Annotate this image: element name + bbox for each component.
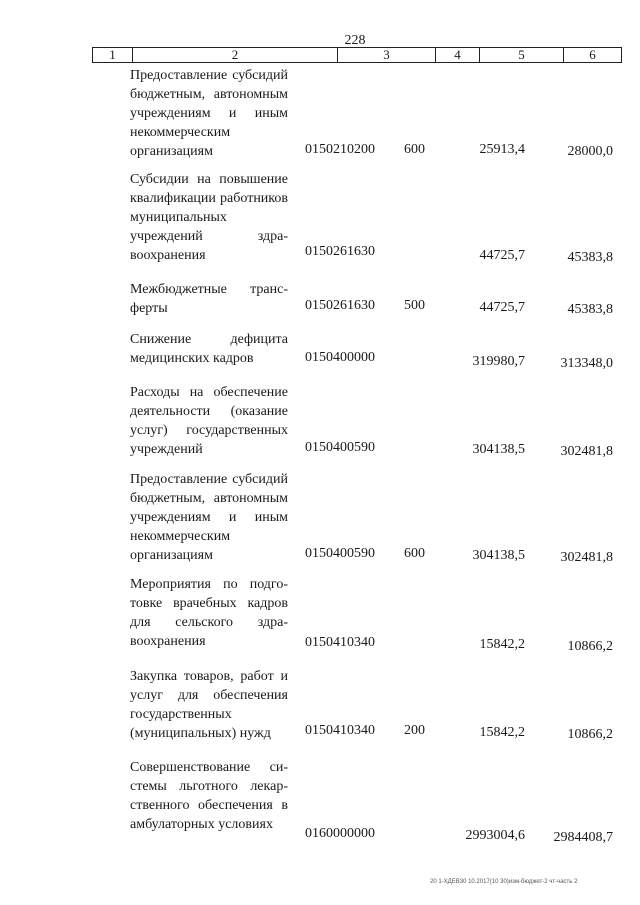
row-type: 600 <box>404 142 425 157</box>
column-header: 6 <box>589 47 596 62</box>
row-value-5: 44725,7 <box>479 248 525 263</box>
row-value-6: 28000,0 <box>567 144 613 159</box>
row-code: 0150261630 <box>305 298 375 313</box>
row-value-6: 2984408,7 <box>553 830 613 845</box>
column-header: 5 <box>480 48 564 62</box>
row-description: Совершенствование системы льготного лекарственного обеспечения в амбулаторных условиях <box>130 760 288 832</box>
column-header: 4 <box>436 48 480 62</box>
row-code: 0150261630 <box>305 244 375 259</box>
row-value-6: 45383,8 <box>567 302 613 317</box>
row-code: 0150410340 <box>305 723 375 738</box>
row-type: 500 <box>404 298 425 313</box>
row-type: 600 <box>404 546 425 561</box>
row-code: 0150210200 <box>305 142 375 157</box>
row-value-5: 15842,2 <box>479 725 525 740</box>
row-value-5: 304138,5 <box>472 442 525 457</box>
row-code: 0150400000 <box>305 350 375 365</box>
row-code: 0160000000 <box>305 826 375 841</box>
row-value-5: 44725,7 <box>479 300 525 315</box>
row-description: Закупка товаров, работ и услуг для обеспечения государственных (муниципальных) нужд <box>130 669 288 741</box>
row-value-6: 45383,8 <box>567 250 613 265</box>
row-value-6: 313348,0 <box>560 356 613 371</box>
row-code: 0150410340 <box>305 635 375 650</box>
row-value-6: 302481,8 <box>560 550 613 565</box>
row-code: 0150400590 <box>305 546 375 561</box>
row-value-5: 319980,7 <box>472 354 525 369</box>
column-header: 2 <box>133 48 338 62</box>
row-description: Субсидии на повышение квалификации работников муниципальных учреждений здравоохранения <box>130 172 288 263</box>
column-header: 1 <box>93 48 133 62</box>
table-header <box>92 47 622 63</box>
footer-file-info: 20 1-ХДЕВ30 10.2017(10 30)изм-бюджет-2 чт-часть 2 <box>430 879 578 885</box>
row-description: Снижение дефицита медицинских кадров <box>130 332 288 366</box>
row-value-5: 304138,5 <box>472 548 525 563</box>
row-value-5: 15842,2 <box>479 637 525 652</box>
column-header: 3 <box>338 48 436 62</box>
page-number: 228 <box>344 33 366 48</box>
row-description: Предоставление субсидий бюджетным, автономным учреждениям и иным некоммерческим организациям <box>130 68 288 159</box>
row-value-5: 25913,4 <box>479 142 525 157</box>
row-description: Расходы на обеспечение деятельности (оказание услуг) государственных учреждений <box>130 385 288 457</box>
row-description: Межбюджетные трансферты <box>130 282 288 316</box>
row-value-5: 2993004,6 <box>465 828 525 843</box>
row-value-6: 10866,2 <box>567 727 613 742</box>
row-code: 0150400590 <box>305 440 375 455</box>
row-description: Предоставление субсидий бюджетным, автономным учреждениям и иным некоммерческим организациям <box>130 472 288 563</box>
row-type: 200 <box>404 723 425 738</box>
row-value-6: 10866,2 <box>567 639 613 654</box>
row-description: Мероприятия по подготовке врачебных кадров для сельского здравоохранения <box>130 577 288 649</box>
row-value-6: 302481,8 <box>560 444 613 459</box>
